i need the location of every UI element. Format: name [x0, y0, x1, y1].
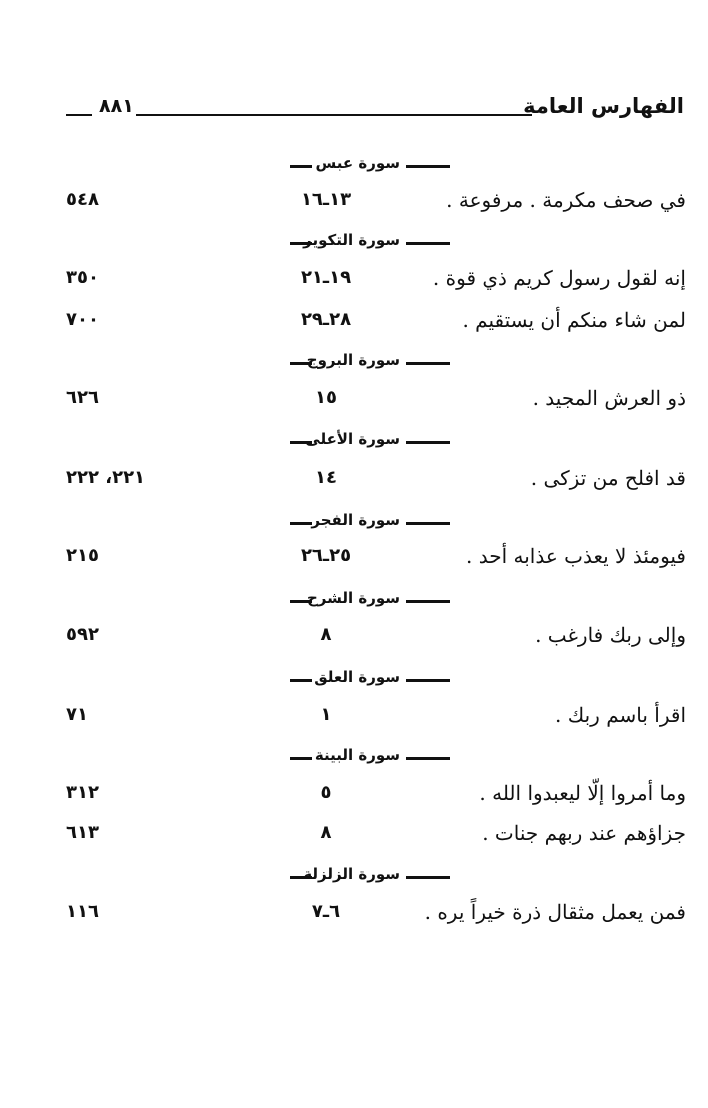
surah-rule	[290, 679, 312, 682]
surah-name: سورة التكوير	[303, 231, 400, 249]
ayah-number: ٥	[320, 782, 332, 803]
verse-text: لمن شاء منكم أن يستقيم .	[462, 308, 686, 332]
index-row	[66, 305, 686, 339]
ayah-number: ٢٨ـ٢٩	[300, 309, 352, 330]
surah-name: سورة الأعلى	[305, 430, 400, 448]
ayah-number: ١٩ـ٢١	[300, 267, 352, 288]
surah-name: سورة العلق	[314, 668, 400, 686]
index-row	[66, 700, 686, 734]
page-reference: ٢١٥	[66, 545, 99, 566]
verse-text: فيومئذ لا يعذب عذابه أحد .	[466, 544, 686, 568]
header-rule	[136, 114, 532, 116]
surah-rule	[406, 441, 450, 444]
surah-heading	[290, 745, 450, 771]
ayah-number: ١٣ـ١٦	[300, 189, 352, 210]
ayah-number: ٦ـ٧	[311, 901, 341, 922]
index-row	[66, 541, 686, 575]
surah-rule	[406, 165, 450, 168]
verse-text: قد افلح من تزكى .	[530, 466, 686, 490]
surah-name: سورة البروج	[306, 351, 400, 369]
ayah-number: ٨	[320, 822, 332, 843]
verse-text: فمن يعمل مثقال ذرة خيراً يره .	[424, 900, 686, 924]
page-reference: ٦٢٦	[66, 387, 99, 408]
page-reference: ٦١٣	[66, 822, 99, 843]
page-reference: ٥٩٢	[66, 624, 99, 645]
surah-rule	[290, 600, 312, 603]
surah-heading	[290, 588, 450, 614]
surah-name: سورة الشرح	[306, 589, 400, 607]
surah-rule	[290, 876, 312, 879]
verse-text: اقرأ باسم ربك .	[555, 703, 686, 727]
index-row	[66, 778, 686, 812]
surah-heading	[290, 429, 450, 455]
surah-rule	[406, 362, 450, 365]
surah-heading	[290, 230, 450, 256]
ayah-number: ٢٥ـ٢٦	[300, 545, 352, 566]
page-reference: ٣٥٠	[66, 267, 99, 288]
verse-text: ذو العرش المجيد .	[532, 386, 686, 410]
surah-heading	[290, 864, 450, 890]
page-reference: ٥٤٨	[66, 189, 99, 210]
surah-rule	[406, 242, 450, 245]
ayah-number: ١٤	[315, 467, 337, 488]
surah-heading	[290, 510, 450, 536]
index-row	[66, 620, 686, 654]
index-row	[66, 383, 686, 417]
index-row	[66, 263, 686, 297]
surah-heading	[290, 667, 450, 693]
ayah-number: ١	[320, 704, 332, 725]
verse-text: جزاؤهم عند ربهم جنات .	[482, 821, 686, 845]
page-reference: ٢٢١، ٢٢٢	[66, 467, 146, 488]
verse-text: وما أمروا إلّا ليعبدوا الله .	[479, 781, 686, 805]
surah-rule	[406, 876, 450, 879]
surah-rule	[406, 600, 450, 603]
surah-rule	[406, 757, 450, 760]
header-dash	[66, 114, 92, 116]
surah-rule	[290, 522, 312, 525]
page-reference: ٧٠٠	[66, 309, 99, 330]
index-row	[66, 463, 686, 497]
page-number: ٨٨١	[99, 95, 134, 117]
surah-rule	[290, 757, 312, 760]
surah-name: سورة البينة	[314, 746, 400, 764]
index-row	[66, 897, 686, 931]
header-title: الفهارس العامة	[523, 94, 684, 118]
surah-rule	[406, 679, 450, 682]
surah-rule	[290, 362, 312, 365]
verse-text: في صحف مكرمة . مرفوعة .	[446, 188, 686, 212]
running-header	[66, 92, 684, 124]
surah-name: سورة الزلزلة	[303, 865, 400, 883]
surah-heading	[290, 350, 450, 376]
surah-rule	[290, 242, 312, 245]
surah-rule	[290, 165, 312, 168]
index-row	[66, 818, 686, 852]
verse-text: وإلى ربك فارغب .	[535, 623, 686, 647]
page-reference: ١١٦	[66, 901, 99, 922]
surah-rule	[290, 441, 312, 444]
ayah-number: ١٥	[315, 387, 337, 408]
surah-rule	[406, 522, 450, 525]
page-reference: ٧١	[66, 704, 88, 725]
index-row	[66, 185, 686, 219]
page-reference: ٣١٢	[66, 782, 99, 803]
verse-text: إنه لقول رسول كريم ذي قوة .	[432, 266, 686, 290]
surah-name: سورة عبس	[315, 154, 400, 172]
surah-heading	[290, 153, 450, 179]
ayah-number: ٨	[320, 624, 332, 645]
surah-name: سورة الفجر	[311, 511, 400, 529]
